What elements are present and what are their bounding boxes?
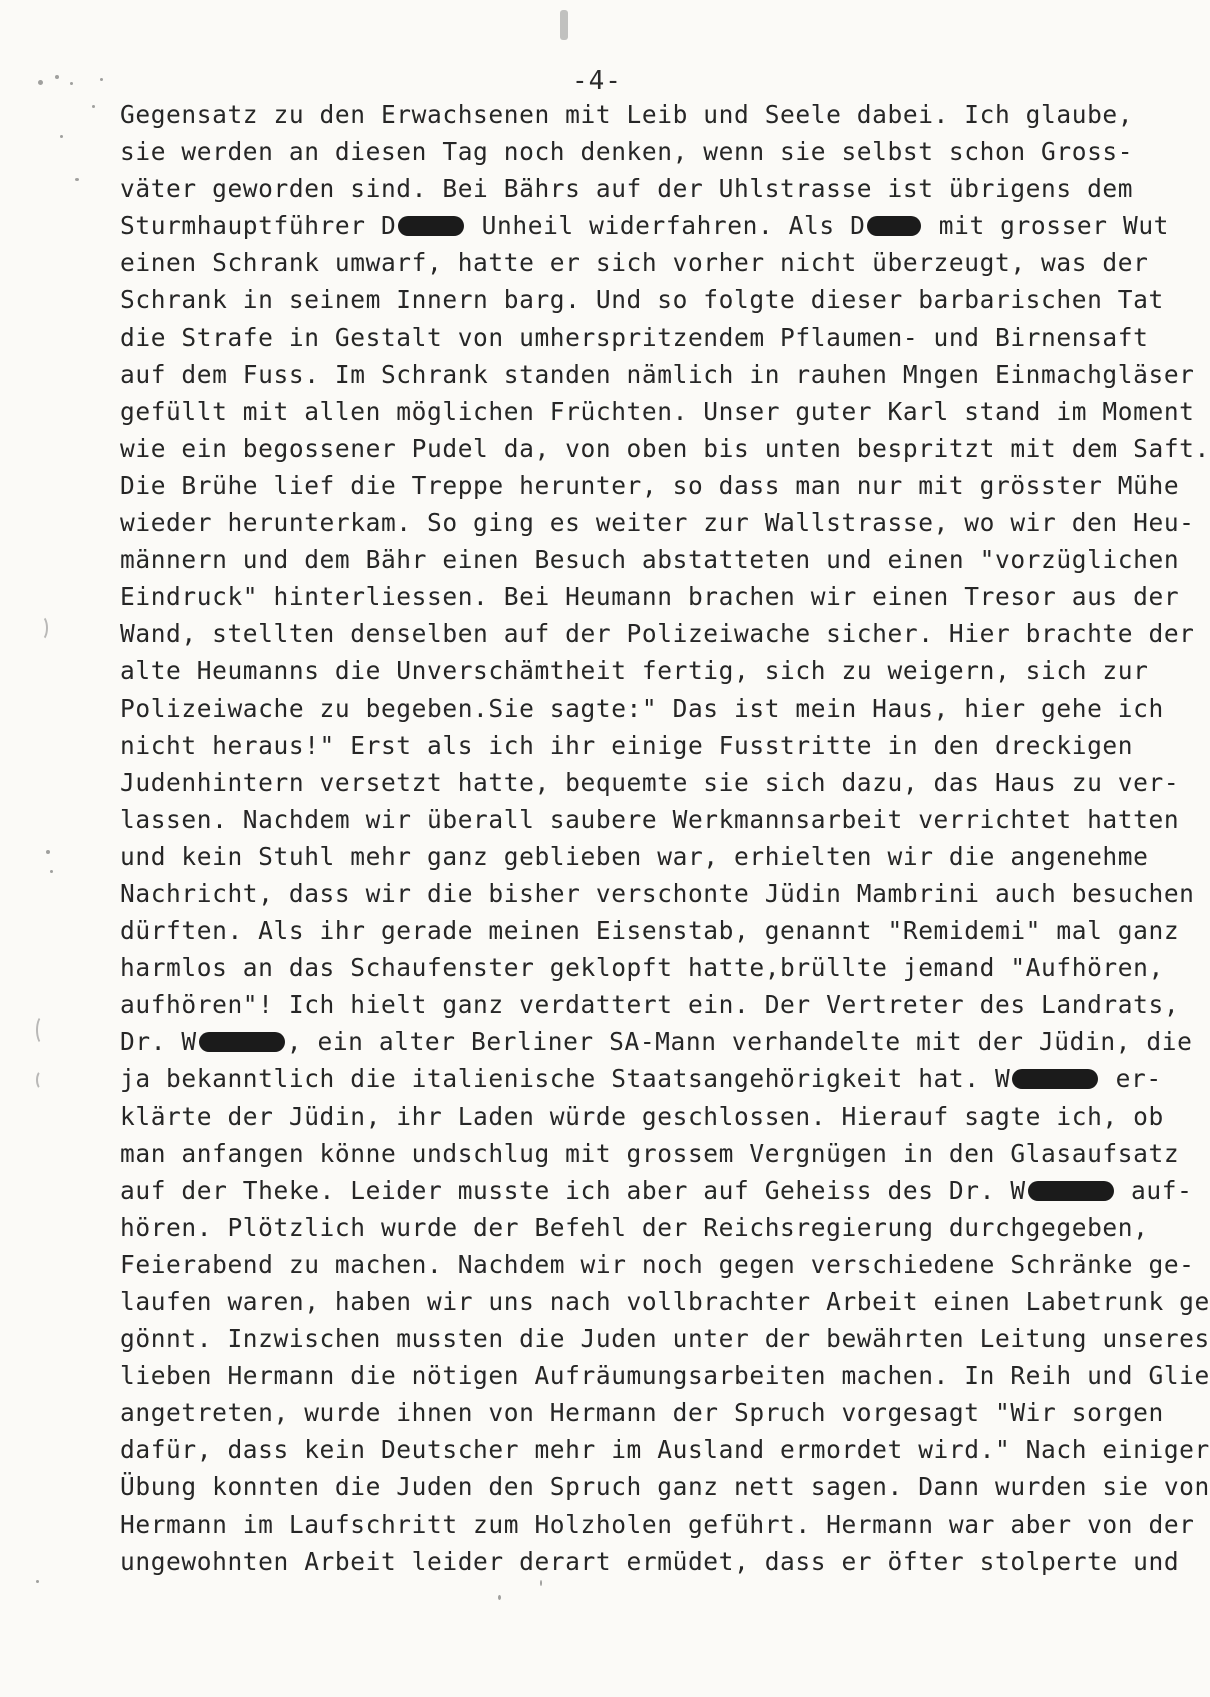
text-segment: und kein Stuhl mehr ganz geblieben war, erhielten wir die angenehme [120,841,1149,871]
margin-mark [36,1070,48,1090]
text-line [120,578,1180,615]
scan-speck [540,1580,542,1586]
text-segment: dürften. Als ihr gerade meinen Eisenstab, genannt "Remidemi" mal ganz [120,916,1180,946]
text-line [120,1468,1210,1505]
text-line [120,1320,1210,1357]
text-line [120,319,1180,356]
text-line [120,1060,1180,1097]
text-segment: Schrank in seinem Innern barg. Und so folgte dieser barbarischen Tat [120,285,1164,315]
text-segment: Polizeiwache zu begeben.Sie sagte:" Das ist mein Haus, hier gehe ich [120,693,1164,723]
text-segment: Wand, stellten denselben auf der Polizeiwache sicher. Hier brachte der [120,619,1195,649]
text-segment: männern und dem Bähr einen Besuch abstatteten und einen "vorzüglichen [120,545,1180,575]
text-line [120,949,1180,986]
text-segment: einen Schrank umwarf, hatte er sich vorher nicht überzeugt, was der [120,248,1149,278]
text-segment: lassen. Nachdem wir überall saubere Werkmannsarbeit verrichtet hatten [120,804,1180,834]
scan-speck [70,82,73,85]
redaction-mark [199,1032,285,1052]
redaction-mark [398,216,464,236]
text-segment: Sturmhauptführer D [120,211,397,241]
redaction-mark [1028,1181,1114,1201]
scan-speck [100,78,103,81]
text-segment: man anfangen könne undschlug mit grossem Vergnügen in den Glasaufsatz [120,1138,1180,1168]
text-line [120,1098,1180,1135]
text-segment: hören. Plötzlich wurde der Befehl der Reichsregierung durchgegeben, [120,1212,1149,1242]
text-segment: angetreten, wurde ihnen von Hermann der Spruch vorgesagt "Wir sorgen [120,1398,1164,1428]
text-segment: alte Heumanns die Unverschämtheit fertig, sich zu weigern, sich zur [120,656,1149,686]
text-segment: lieben Hermann die nötigen Aufräumungsarbeiten machen. In Reih und Glie [120,1361,1210,1391]
text-line [120,727,1180,764]
text-segment: ungewohnten Arbeit leider derart ermüdet, dass er öfter stolperte und [120,1546,1180,1576]
redaction-mark [867,216,921,236]
margin-mark [34,615,48,641]
text-line [120,541,1180,578]
text-segment: Hermann im Laufschritt zum Holzholen geführt. Hermann war aber von der [120,1509,1195,1539]
text-segment: Dr. W [120,1027,197,1057]
text-segment: Judenhintern versetzt hatte, bequemte sie sich dazu, das Haus zu ver- [120,767,1180,797]
typewritten-body [120,96,1210,1580]
scan-speck [560,10,568,40]
text-line [120,1135,1180,1172]
text-segment: wie ein begossener Pudel da, von oben bis unten bespritzt mit dem Saft. [120,433,1210,463]
scan-speck [92,105,95,108]
text-segment: Unheil widerfahren. Als D [466,211,866,241]
text-line [120,244,1180,281]
text-segment: väter geworden sind. Bei Bährs auf der Uhlstrasse ist übrigens dem [120,174,1134,204]
scan-speck [75,178,79,181]
text-line [120,690,1180,727]
scan-speck [498,1595,501,1600]
text-line [120,133,1180,170]
text-line [120,430,1210,467]
text-segment: Übung konnten die Juden den Spruch ganz nett sagen. Dann wurden sie von [120,1472,1210,1502]
text-line [120,1172,1193,1209]
text-segment: gönnt. Inzwischen mussten die Juden unter der bewährten Leitung unseres [120,1324,1210,1354]
text-segment: mit grosser Wut [923,211,1170,241]
text-segment: wieder herunterkam. So ging es weiter zur Wallstrasse, wo wir den Heu- [120,508,1195,538]
text-segment: klärte der Jüdin, ihr Laden würde geschlossen. Hierauf sagte ich, ob [120,1101,1164,1131]
text-segment: harmlos an das Schaufenster geklopft hatte,brüllte jemand "Aufhören, [120,953,1164,983]
scan-speck [46,850,50,854]
text-segment: auf dem Fuss. Im Schrank standen nämlich in rauhen Mngen Einmachgläser [120,359,1195,389]
text-line [120,356,1195,393]
text-line [120,801,1180,838]
text-segment: Feierabend zu machen. Nachdem wir noch gegen verschiedene Schränke ge- [120,1249,1195,1279]
text-line [120,393,1195,430]
scan-speck [36,1580,39,1583]
text-segment: auf der Theke. Leider musste ich aber auf Geheiss des Dr. W [120,1175,1026,1205]
text-line [120,281,1180,318]
text-segment: die Strafe in Gestalt von umherspritzendem Pflaumen- und Birnensaft [120,322,1149,352]
text-segment: gefüllt mit allen möglichen Früchten. Unser guter Karl stand im Moment [120,396,1195,426]
text-line [120,912,1180,949]
page-number: -4- [572,66,622,96]
text-line [120,1246,1195,1283]
text-segment: nicht heraus!" Erst als ich ihr einige Fusstritte in den dreckigen [120,730,1134,760]
text-line [120,207,1180,244]
text-line [120,615,1195,652]
text-line [120,1431,1210,1468]
text-line [120,1394,1180,1431]
text-line [120,875,1195,912]
scan-speck [38,80,43,85]
text-segment: laufen waren, haben wir uns nach vollbrachter Arbeit einen Labetrunk ge [120,1287,1210,1316]
scan-speck [55,75,59,79]
text-line [120,1209,1180,1246]
text-line [120,986,1180,1023]
redaction-mark [1012,1069,1098,1089]
text-line [120,1283,1210,1320]
text-line [120,838,1180,875]
text-line [120,96,1180,133]
text-segment: Nachricht, dass wir die bisher verschonte Jüdin Mambrini auch besuchen [120,878,1195,908]
text-line [120,1543,1180,1580]
scan-speck [50,870,53,873]
scan-speck [60,135,63,138]
text-line [120,170,1180,207]
text-segment: Eindruck" hinterliessen. Bei Heumann brachen wir einen Tresor aus der [120,582,1180,612]
text-segment: Gegensatz zu den Erwachsenen mit Leib und Seele dabei. Ich glaube, [120,100,1134,129]
text-line [120,764,1180,801]
text-line [120,1357,1210,1394]
text-line [120,1023,1193,1060]
text-segment: sie werden an diesen Tag noch denken, wenn sie selbst schon Gross- [120,137,1134,167]
text-line [120,467,1180,504]
text-line [120,1506,1195,1543]
text-line [120,504,1195,541]
text-line [120,652,1180,689]
text-segment: er- [1100,1064,1162,1094]
text-segment: dafür, dass kein Deutscher mehr im Ausland ermordet wird." Nach einiger [120,1435,1210,1465]
text-segment: aufhören"! Ich hielt ganz verdattert ein. Der Vertreter des Landrats, [120,990,1180,1020]
text-segment: auf- [1115,1175,1193,1205]
text-segment: Die Brühe lief die Treppe herunter, so dass man nur mit grösster Mühe [120,470,1180,500]
text-segment: , ein alter Berliner SA-Mann verhandelte mit der Jüdin, die [286,1027,1193,1057]
text-segment: ja bekanntlich die italienische Staatsangehörigkeit hat. W [120,1064,1011,1094]
margin-mark [36,1015,50,1045]
